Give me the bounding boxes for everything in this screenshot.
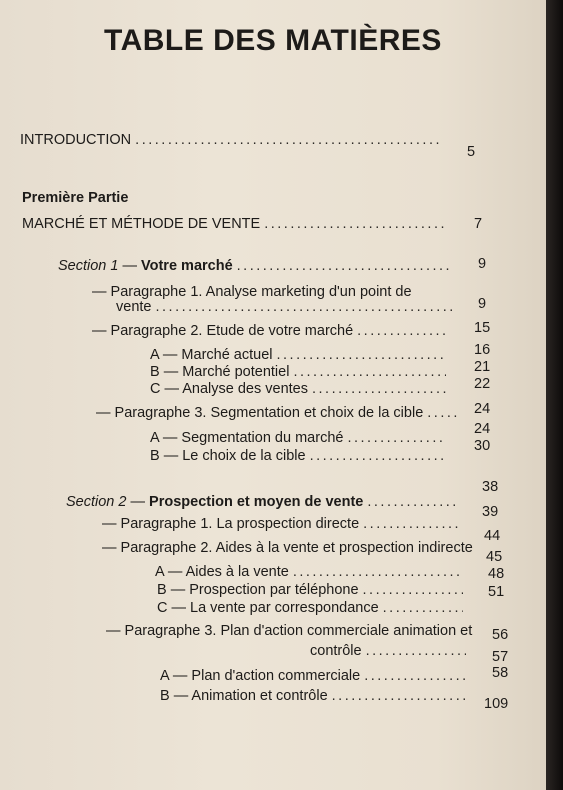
toc-label: B — Marché potentiel — [150, 364, 290, 380]
toc-label: B — Prospection par téléphone — [157, 582, 359, 598]
dot-leader — [383, 600, 463, 616]
dot-leader — [293, 564, 463, 580]
dot-leader — [237, 258, 452, 274]
part-heading: Première Partie — [22, 190, 129, 206]
toc-page-number: 38 — [482, 479, 499, 495]
toc-page-number: 16 — [474, 342, 491, 358]
toc-entry-paragraph — [116, 299, 456, 315]
toc-page-number: 44 — [484, 528, 501, 544]
toc-label: MARCHÉ ET MÉTHODE DE VENTE — [22, 216, 261, 232]
toc-entry-subitem — [157, 582, 467, 598]
toc-entry-subitem — [157, 600, 467, 616]
dot-leader — [427, 405, 458, 421]
dot-leader — [332, 688, 466, 704]
dot-leader — [293, 364, 446, 380]
dot-leader — [363, 582, 463, 598]
toc-entry-subitem — [160, 688, 470, 704]
toc-entry-introduction — [20, 132, 446, 148]
toc-page-number: 24 — [474, 421, 491, 437]
toc-entry-paragraph — [102, 516, 464, 532]
toc-label: — Paragraphe 3. Plan d'action commerciale animation et — [106, 623, 473, 639]
toc-page-number: 9 — [478, 296, 487, 312]
section-label: Section 2 — Prospection et moyen de vente — [66, 494, 364, 510]
dot-leader — [155, 299, 452, 315]
toc-page-number: 7 — [474, 216, 483, 232]
page-edge-shadow — [546, 0, 563, 790]
dot-leader — [357, 323, 448, 339]
dot-leader — [363, 516, 460, 532]
toc-page-number: 45 — [486, 549, 503, 565]
toc-entry-section1 — [58, 258, 456, 274]
toc-label: A — Segmentation du marché — [150, 430, 344, 446]
toc-entry-subitem — [160, 668, 470, 684]
toc-page-number: 22 — [474, 376, 491, 392]
dot-leader — [367, 494, 458, 510]
dot-leader — [264, 216, 448, 232]
toc-label: — Paragraphe 3. Segmentation et choix de la cible — [96, 405, 424, 421]
toc-page-number: 48 — [488, 566, 505, 582]
toc-entry-paragraph — [96, 405, 462, 421]
toc-label: B — Animation et contrôle — [160, 688, 328, 704]
section-label: Section 1 — Votre marché — [58, 258, 233, 274]
toc-label: C — La vente par correspondance — [157, 600, 379, 616]
toc-page-number: 57 — [492, 649, 509, 665]
toc-page-number: 39 — [482, 504, 499, 520]
dot-leader — [135, 132, 442, 148]
toc-page-number: 30 — [474, 438, 491, 454]
toc-page-number: 15 — [474, 320, 491, 336]
toc-entry-paragraph — [92, 323, 452, 339]
toc-label: C — Analyse des ventes — [150, 381, 308, 397]
toc-label: INTRODUCTION — [20, 132, 132, 148]
dot-leader — [312, 381, 446, 397]
toc-page-number: 5 — [467, 144, 476, 160]
toc-label: A — Aides à la vente — [155, 564, 289, 580]
toc-label: A — Plan d'action commerciale — [160, 668, 361, 684]
toc-page-number: 24 — [474, 401, 491, 417]
toc-entry-section2 — [66, 494, 462, 510]
toc-entry-subitem — [150, 347, 450, 363]
toc-entry-subitem — [150, 430, 450, 446]
toc-entry-subitem — [150, 381, 450, 397]
toc-page-number: 58 — [492, 665, 509, 681]
toc-label: — Paragraphe 2. Etude de votre marché — [92, 323, 354, 339]
toc-entry-subitem — [150, 364, 450, 380]
toc-label: A — Marché actuel — [150, 347, 273, 363]
toc-page-number: 21 — [474, 359, 491, 375]
toc-page-number: 51 — [488, 584, 505, 600]
toc-page-number: 9 — [478, 256, 487, 272]
page-title: TABLE DES MATIÈRES — [104, 24, 442, 57]
toc-entry-paragraph — [310, 643, 470, 659]
toc-label: — Paragraphe 1. Analyse marketing d'un point de — [92, 284, 412, 300]
toc-entry-part1 — [22, 216, 452, 232]
dot-leader — [310, 448, 446, 464]
dot-leader — [347, 430, 446, 446]
toc-label: — Paragraphe 2. Aides à la vente et prospection indirecte — [102, 540, 473, 556]
dot-leader — [366, 643, 466, 659]
toc-page-number: 56 — [492, 627, 509, 643]
toc-label: contrôle — [310, 643, 362, 659]
toc-label: vente — [116, 299, 152, 315]
toc-label: B — Le choix de la cible — [150, 448, 306, 464]
toc-entry-subitem — [155, 564, 467, 580]
dot-leader — [364, 668, 466, 684]
toc-entry-subitem — [150, 448, 450, 464]
dot-leader — [277, 347, 447, 363]
toc-page-number: 109 — [484, 696, 509, 712]
toc-label: — Paragraphe 1. La prospection directe — [102, 516, 360, 532]
